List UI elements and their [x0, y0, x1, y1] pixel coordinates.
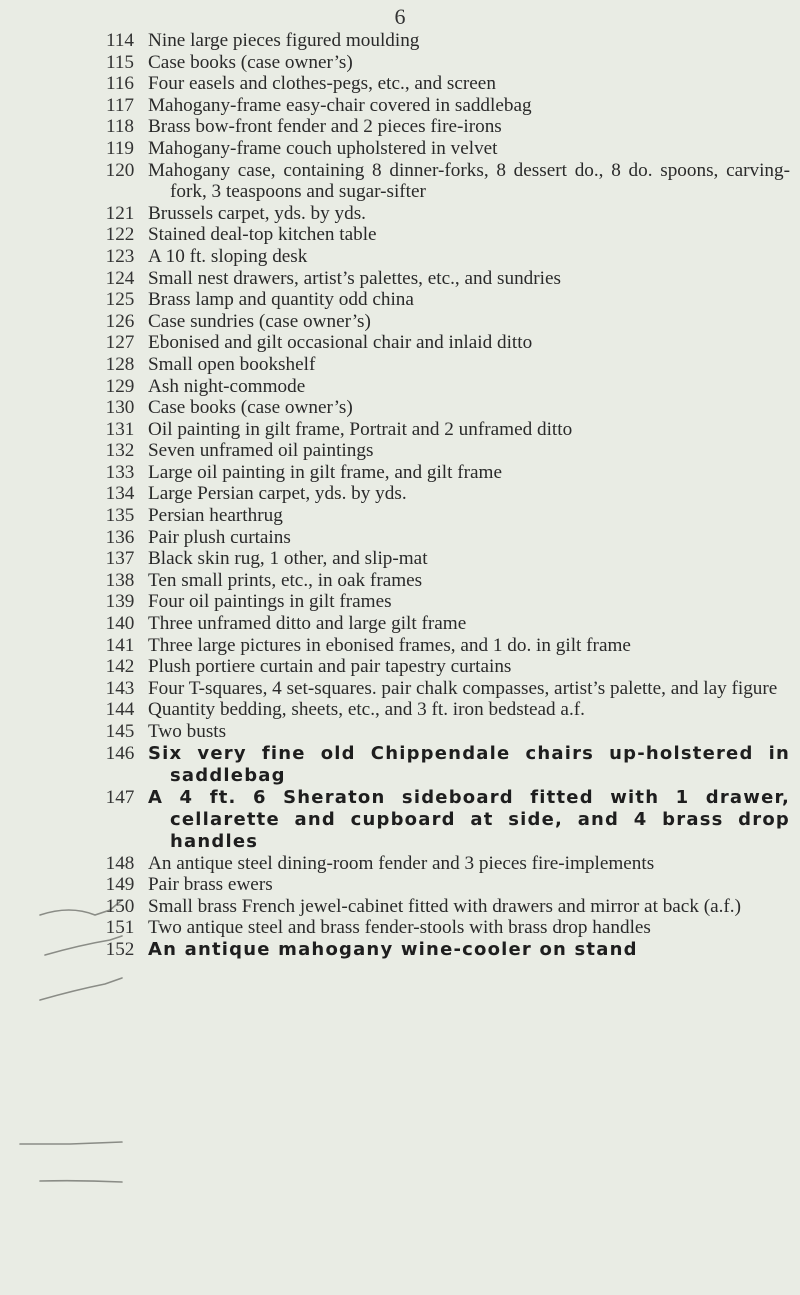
- lot-description: An antique steel dining-room fender and 3 pieces fire-implements: [148, 852, 655, 874]
- lot-description: Case books (case owner’s): [148, 51, 353, 73]
- lot-number: 137: [105, 548, 135, 570]
- lot-number: 151: [105, 917, 135, 939]
- lot-item: [96, 116, 790, 138]
- lot-number: 133: [105, 461, 135, 483]
- lot-number: 136: [105, 526, 135, 548]
- lot-description: Mahogany-frame easy-chair covered in saddlebag: [148, 94, 532, 116]
- lot-item: [96, 289, 790, 311]
- lot-number: 135: [105, 505, 135, 527]
- lot-number: 148: [105, 852, 135, 874]
- lot-number: 134: [105, 483, 135, 505]
- lot-number: 122: [105, 224, 135, 246]
- lot-description: Case books (case owner’s): [148, 397, 353, 419]
- lot-description: Small nest drawers, artist’s palettes, etc., and sundries: [148, 267, 561, 289]
- lot-description: Oil painting in gilt frame, Portrait and 2 unframed ditto: [148, 418, 573, 440]
- lot-number: 129: [105, 375, 135, 397]
- lot-description: Stained deal-top kitchen table: [148, 224, 377, 246]
- lot-number: 131: [105, 418, 135, 440]
- lot-description: Ten small prints, etc., in oak frames: [148, 569, 423, 591]
- lot-number: 125: [105, 289, 135, 311]
- lot-item: [96, 527, 790, 549]
- lot-number: 147: [105, 786, 135, 808]
- lot-item: [96, 203, 790, 225]
- lot-item: [96, 699, 790, 721]
- lot-description: Ebonised and gilt occasional chair and inlaid ditto: [148, 332, 533, 354]
- lot-item: [96, 376, 790, 398]
- pencil-mark-151: [20, 1142, 122, 1144]
- lot-item: [96, 591, 790, 613]
- lot-item: [96, 462, 790, 484]
- lot-description: Two busts: [148, 721, 227, 742]
- lot-item: [96, 246, 790, 268]
- lot-description: Case sundries (case owner’s): [148, 310, 371, 332]
- lot-description: Large Persian carpet, yds. by yds.: [148, 483, 407, 505]
- lot-number: 152: [105, 938, 135, 960]
- lot-description: Pair brass ewers: [148, 874, 273, 896]
- lot-item: [96, 483, 790, 505]
- lot-number: 150: [105, 895, 135, 917]
- lot-item: [96, 656, 790, 678]
- lot-description: Four oil paintings in gilt frames: [148, 591, 392, 613]
- page-number: 6: [394, 4, 406, 29]
- lot-number: 130: [105, 397, 135, 419]
- lot-item: [96, 354, 790, 376]
- lot-number: 138: [105, 569, 135, 591]
- lot-description: Mahogany case, containing 8 dinner-forks, 8 dessert do., 8 do. spoons, carving-fork, 3 teaspoons and sugar-sifter: [148, 159, 790, 203]
- lot-description: Four easels and clothes-pegs, etc., and screen: [148, 73, 496, 95]
- lot-item: [96, 332, 790, 354]
- lot-number: 132: [105, 440, 135, 462]
- lot-number: 117: [105, 94, 135, 116]
- lot-description: Three large pictures in ebonised frames, and 1 do. in gilt frame: [148, 634, 631, 656]
- lot-item: [96, 397, 790, 419]
- lot-number: 149: [105, 874, 135, 896]
- lot-description: Three unframed ditto and large gilt frame: [148, 613, 467, 635]
- lot-item: [96, 939, 790, 961]
- lot-number: 116: [105, 73, 135, 95]
- lot-description: Brussels carpet, yds. by yds.: [148, 202, 366, 224]
- lot-item: [96, 311, 790, 333]
- lot-item: [96, 743, 790, 787]
- lot-description: Black skin rug, 1 other, and slip-mat: [148, 548, 428, 570]
- lot-description: Brass bow-front fender and 2 pieces fire-irons: [148, 116, 502, 138]
- lot-item: [96, 30, 790, 52]
- lot-number: 127: [105, 332, 135, 354]
- lot-number: 145: [105, 721, 135, 742]
- lot-description: An antique mahogany wine-cooler on stand: [148, 938, 638, 960]
- lot-item: [96, 721, 790, 743]
- lot-description: A 4 ft. 6 Sheraton sideboard fitted with 1 drawer, cellarette and cupboard at side, and 4 brass drop handles: [148, 786, 790, 852]
- lot-number: 144: [105, 699, 135, 721]
- lot-item: [96, 787, 790, 853]
- lot-description: Ash night-commode: [148, 375, 306, 397]
- lot-item: [96, 268, 790, 290]
- lot-number: 118: [105, 116, 135, 138]
- lot-item: [96, 52, 790, 74]
- lot-number: 139: [105, 591, 135, 613]
- lot-number: 120: [105, 159, 135, 181]
- lot-number: 114: [105, 30, 135, 51]
- lot-item: [96, 874, 790, 896]
- lot-item: [96, 678, 790, 700]
- lot-description: Seven unframed oil paintings: [148, 440, 374, 462]
- lot-item: [96, 73, 790, 95]
- lot-number: 123: [105, 245, 135, 267]
- lot-number: 121: [105, 202, 135, 224]
- lot-description: Four T-squares, 4 set-squares. pair chalk compasses, artist’s palette, and lay figure: [148, 677, 778, 699]
- lot-number: 115: [105, 51, 135, 73]
- pencil-mark-152: [40, 1181, 122, 1182]
- lot-number: 146: [105, 742, 135, 764]
- lot-item: [96, 505, 790, 527]
- lot-item: [96, 896, 790, 918]
- lot-description: Small open bookshelf: [148, 353, 316, 375]
- lot-number: 141: [105, 634, 135, 656]
- lot-item: [96, 160, 790, 203]
- lot-item: [96, 95, 790, 117]
- pencil-mark-148: [40, 978, 122, 1000]
- lot-number: 126: [105, 310, 135, 332]
- lot-description: Brass lamp and quantity odd china: [148, 289, 414, 311]
- lot-description: Mahogany-frame couch upholstered in velvet: [148, 137, 498, 159]
- lot-description: Six very fine old Chippendale chairs up-holstered in saddlebag: [148, 742, 790, 786]
- lot-description: Small brass French jewel-cabinet fitted with drawers and mirror at back (a.f.): [148, 895, 741, 917]
- lot-description: Pair plush curtains: [148, 526, 291, 548]
- lot-description: Plush portiere curtain and pair tapestry curtains: [148, 656, 512, 678]
- lot-description: A 10 ft. sloping desk: [148, 245, 308, 267]
- lot-item: [96, 138, 790, 160]
- lot-item: [96, 635, 790, 657]
- lot-item: [96, 440, 790, 462]
- lot-item: [96, 570, 790, 592]
- lot-item: [96, 613, 790, 635]
- lot-item: [96, 548, 790, 570]
- lot-number: 128: [105, 353, 135, 375]
- lot-list: [96, 30, 790, 961]
- lot-description: Persian hearthrug: [148, 505, 283, 527]
- lot-number: 124: [105, 267, 135, 289]
- lot-number: 140: [105, 613, 135, 635]
- lot-number: 119: [105, 137, 135, 159]
- lot-number: 142: [105, 656, 135, 678]
- lot-description: Quantity bedding, sheets, etc., and 3 ft. iron bedstead a.f.: [148, 699, 585, 721]
- lot-item: [96, 917, 790, 939]
- lot-item: [96, 853, 790, 875]
- lot-item: [96, 224, 790, 246]
- lot-description: Two antique steel and brass fender-stools with brass drop handles: [148, 917, 651, 939]
- lot-number: 143: [105, 677, 135, 699]
- lot-description: Nine large pieces figured moulding: [148, 30, 420, 51]
- lot-item: [96, 419, 790, 441]
- lot-description: Large oil painting in gilt frame, and gilt frame: [148, 461, 502, 483]
